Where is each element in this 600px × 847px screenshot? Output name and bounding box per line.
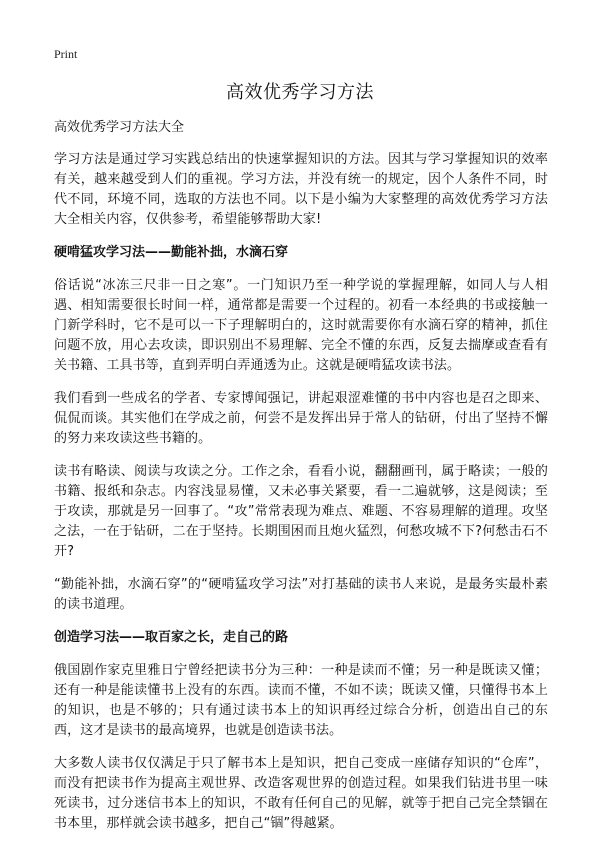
paragraph: 大多数人读书仅仅满足于只了解书本上是知识，把自己变成一座储存知识的“仓库”，而没有把读书作为提高主观世界、改造客观世界的创造过程。如果我们钻进书里一味死读书，过分迷信书本上的知识，不敢有任何自己的见解，就等于把自己完全禁锢在书本里，那样就会读书越多，把自己“锢”得越紧。 [54, 756, 548, 831]
section-heading: 硬啃猛攻学习法——勤能补拙，水滴石穿 [54, 245, 289, 260]
paragraph: “勤能补拙，水滴石穿”的“硬啃猛攻学习法”对打基础的读书人来说，是最务实最朴素的读书道理。 [54, 577, 548, 612]
paragraph: 俄国剧作家克里雅日宁曾经把读书分为三种：一种是读而不懂；另一种是既读又懂；还有一种是能读懂书上没有的东西。读而不懂，不如不读；既读又懂，只懂得书本上的知识，也是不够的；只有通过读书本上的知识再经过综合分析，创造出自己的东西，这才是读书的最高境界，也就是创造读书法。 [54, 663, 548, 738]
print-link[interactable]: Print [54, 47, 78, 61]
paragraph: 我们看到一些成名的学者、专家博闻强记，讲起艰涩难懂的书中内容也是召之即来、侃侃而谈。其实他们在学成之前，何尝不是发挥出异于常人的钻研，付出了坚持不懈的努力来攻读这些书籍的。 [54, 391, 548, 446]
article-subtitle: 高效优秀学习方法大全 [54, 120, 185, 135]
article-body [54, 118, 548, 847]
paragraph: 俗话说“冰冻三尺非一日之寒”。一门知识乃至一种学说的掌握理解，如同人与人相遇、相知需要很长时间一样，通常都是需要一个过程的。初看一本经典的书或接触一门新学科时，它不是可以一下子理解明白的，这时就需要你有水滴石穿的精神，抓住问题不放，用心去攻读，即识别出不易理解、完全不懂的东西，反复去揣摩或查看有关书籍、工具书等，直到弄明白弄通透为止。这就是硬啃猛攻读书法。 [54, 278, 548, 373]
intro-paragraph: 学习方法是通过学习实践总结出的快速掌握知识的方法。因其与学习掌握知识的效率有关，越来越受到人们的重视。学习方法，并没有统一的规定，因个人条件不同，时代不同，环境不同，选取的方法也不同。以下是小编为大家整理的高效优秀学习方法大全相关内容，仅供参考，希望能够帮助大家! [54, 152, 548, 227]
paragraph: 读书有略读、阅读与攻读之分。工作之余，看看小说，翻翻画刊，属于略读；一般的书籍、报纸和杂志。内容浅显易懂，又未必事关紧要，看一二遍就够，这是阅读；至于攻读，那就是另一回事了。“攻”常常表现为难点、难题、不容易理解的道理。攻坚之法，一在于钻研，二在于坚持。长期围困而且炮火猛烈，何愁攻城不下?何愁击石不开? [54, 464, 548, 559]
section-heading: 创造学习法——取百家之长，走自己的路 [54, 630, 289, 645]
section-hard-study [54, 243, 548, 615]
page-title: 高效优秀学习方法 [226, 82, 374, 103]
section-creative-study [54, 628, 548, 834]
